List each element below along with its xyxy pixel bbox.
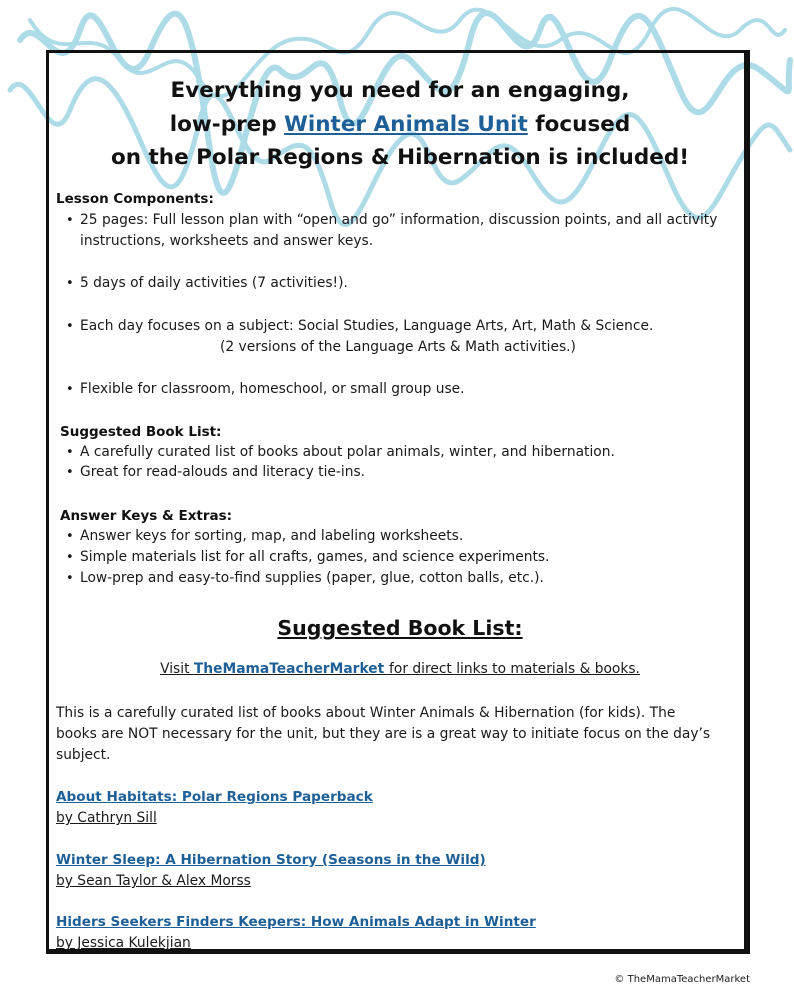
- extras-bullet-3: [66, 570, 544, 586]
- intro-paragraph-line-2: books are NOT necessary for the unit, but they are is a great way to initiate focus on the day’s: [56, 726, 711, 742]
- visit-prefix: Visit: [160, 661, 194, 677]
- title-line-2-prefix: low-prep: [169, 111, 285, 137]
- extras-bullet-1-text: Answer keys for sorting, map, and labeling worksheets.: [80, 528, 464, 544]
- extras-bullet-3-text: Low-prep and easy-to-find supplies (paper, glue, cotton balls, etc.).: [80, 570, 544, 586]
- intro-paragraph-line-1: This is a carefully curated list of books about Winter Animals & Hibernation (for kids). The: [56, 705, 676, 721]
- extras-bullet-1: [66, 528, 463, 544]
- bullet-icon: •: [66, 550, 74, 565]
- suggested-book-list-title: Suggested Book List:: [60, 424, 222, 440]
- answer-keys-title: Answer Keys & Extras:: [60, 508, 233, 524]
- book-author: by Cathryn Sill: [56, 810, 157, 826]
- title-line-2-suffix: focused: [527, 111, 631, 137]
- book-title-link[interactable]: Hiders Seekers Finders Keepers: How Animals Adapt in Winter: [56, 914, 536, 930]
- visit-line: [60, 661, 740, 677]
- lesson-bullet-3-text: Each day focuses on a subject: Social Studies, Language Arts, Art, Math & Science.: [80, 318, 654, 334]
- store-link[interactable]: TheMamaTeacherMarket: [193, 661, 390, 677]
- extras-bullet-2-text: Simple materials list for all crafts, games, and science experiments.: [80, 549, 550, 565]
- bullet-icon: •: [66, 276, 74, 291]
- intro-paragraph-line-3: subject.: [56, 747, 111, 763]
- title-line-1: Everything you need for an engaging,: [170, 78, 630, 103]
- visit-suffix: for direct links to materials & books.: [389, 661, 640, 677]
- extras-bullet-2: [66, 549, 549, 565]
- book-list-heading: Suggested Book List:: [277, 616, 523, 640]
- winter-animals-unit-link[interactable]: Winter Animals Unit: [284, 111, 528, 137]
- lesson-bullet-3: [66, 318, 653, 334]
- book-author: by Sean Taylor & Alex Morss: [56, 873, 251, 889]
- booklist-bullet-2-text: Great for read-alouds and literacy tie-ins.: [80, 464, 366, 480]
- booklist-bullet-1: [66, 444, 615, 460]
- bullet-icon: •: [66, 571, 74, 586]
- lesson-bullet-1-cont: instructions, worksheets and answer keys.: [80, 233, 374, 249]
- lesson-bullet-1: [66, 212, 717, 228]
- bullet-icon: •: [66, 465, 74, 480]
- lesson-bullet-2-text: 5 days of daily activities (7 activities!).: [80, 275, 348, 291]
- bullet-icon: •: [66, 213, 74, 228]
- booklist-bullet-2: [66, 464, 365, 480]
- bullet-icon: •: [66, 319, 74, 334]
- book-title-link[interactable]: Winter Sleep: A Hibernation Story (Seasons in the Wild): [56, 852, 486, 868]
- bullet-icon: •: [66, 382, 74, 397]
- copyright-footer: © TheMamaTeacherMarket: [614, 974, 750, 985]
- lesson-bullet-1-text: 25 pages: Full lesson plan with “open and go” information, discussion points, and all activity: [80, 212, 718, 228]
- lesson-components-title: Lesson Components:: [56, 191, 214, 207]
- bullet-icon: •: [66, 445, 74, 460]
- book-author: by Jessica Kulekjian: [56, 935, 191, 951]
- book-title-link[interactable]: About Habitats: Polar Regions Paperback: [56, 789, 373, 805]
- title-line-3: on the Polar Regions & Hibernation is included!: [110, 145, 690, 170]
- title-line-2: [60, 108, 740, 142]
- booklist-bullet-1-text: A carefully curated list of books about polar animals, winter, and hibernation.: [80, 444, 615, 460]
- lesson-bullet-3-note: (2 versions of the Language Arts & Math activities.): [220, 339, 576, 355]
- page-title: [60, 74, 740, 175]
- lesson-bullet-4: [66, 381, 465, 397]
- bullet-icon: •: [66, 529, 74, 544]
- lesson-bullet-4-text: Flexible for classroom, homeschool, or small group use.: [80, 381, 465, 397]
- lesson-bullet-2: [66, 275, 348, 291]
